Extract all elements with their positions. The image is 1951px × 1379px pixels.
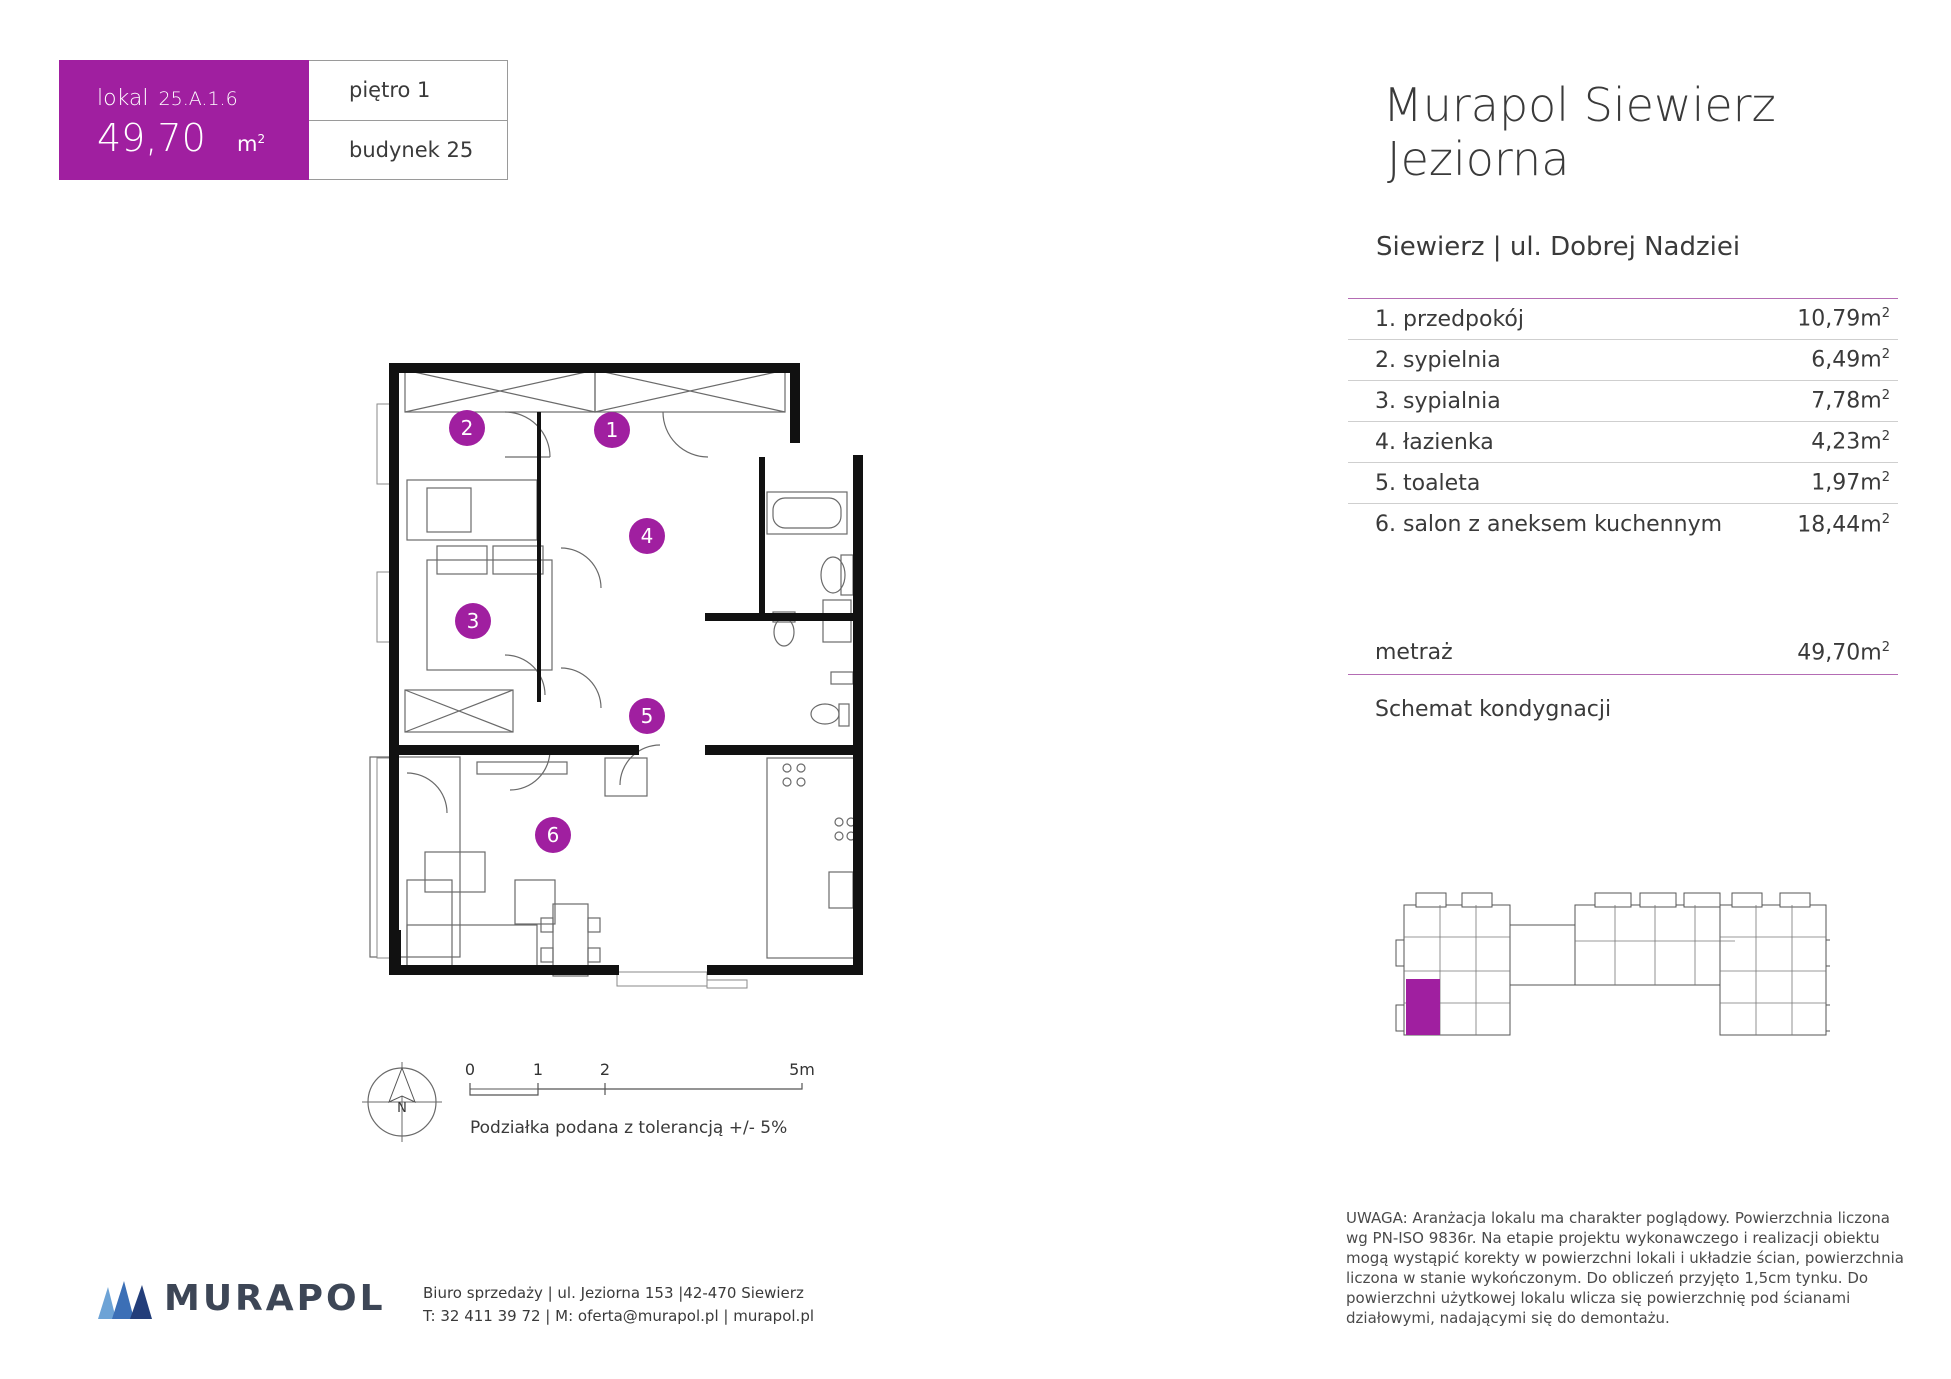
- murapol-logo-icon: [98, 1279, 152, 1319]
- scale-tick-0: 0: [464, 1060, 476, 1079]
- sales-office-address: Biuro sprzedaży | ul. Jeziorna 153 |42-470 Siewierz: [423, 1284, 804, 1302]
- disclaimer-note: UWAGA: Aranżacja lokalu ma charakter poglądowy. Powierzchnia liczona wg PN-ISO 9836r. Na etapie projektu wykonawczego i realizacji obiektu mogą wystąpić korekty w powierzchni lokali i układzie ścian, powierzchnia liczona w stanie wykończonym. Do obliczeń przyjęto 1,5cm tynku. Do powierzchni użytkowej lokalu wlicza się powierzchnię pod ścianami działowymi, nadającymi się do demontażu.: [1346, 1209, 1904, 1327]
- floor-plan: [355, 340, 915, 1020]
- room-row: 6. salon z aneksem kuchennym $18,44m^2$: [1375, 511, 1890, 538]
- floor-label: piętro 1: [349, 78, 431, 102]
- unit-area-unit: $m^2$: [237, 132, 266, 156]
- room-marker-1: 1: [605, 418, 619, 442]
- project-title-line1: Murapol Siewierz: [1383, 78, 1776, 132]
- unit-label-text: lokal: [97, 86, 149, 111]
- unit-area: 49,70: [97, 116, 206, 160]
- scale-bar: [460, 1055, 860, 1111]
- room-marker-6: 6: [546, 823, 560, 847]
- project-title: [1383, 78, 1776, 186]
- total-area-row: [1348, 631, 1898, 675]
- scale-tick-5m: 5m: [789, 1060, 815, 1079]
- total-area-label: metraż: [1375, 640, 1453, 665]
- murapol-logo-text: MURAPOL: [164, 1278, 386, 1319]
- room-row: 4. łazienka $4,23m^2$: [1348, 422, 1898, 463]
- unit-info: [309, 60, 508, 180]
- room-row: 5. toaleta $1,97m^2$: [1348, 463, 1898, 504]
- unit-code: 25.A.1.6: [158, 88, 238, 110]
- room-marker-5: 5: [640, 704, 654, 728]
- sales-office-contact: T: 32 411 39 72 | M: oferta@murapol.pl | murapol.pl: [423, 1307, 815, 1325]
- sales-office-info: [423, 1282, 814, 1328]
- compass-label: N: [397, 1101, 407, 1116]
- room-row: 3. sypialnia $7,78m^2$: [1348, 381, 1898, 422]
- scale-tick-1: 1: [532, 1060, 544, 1079]
- scale-tick-2: 2: [599, 1060, 611, 1079]
- room-row: 2. sypielnia $6,49m^2$: [1348, 340, 1898, 381]
- building-label: budynek 25: [309, 120, 507, 179]
- room-row: 1. przedpokój $10,79m^2$: [1348, 299, 1898, 340]
- north-compass: [360, 1060, 444, 1144]
- floor-schema-label: Schemat kondygnacji: [1375, 697, 1612, 722]
- project-title-line2: Jeziorna: [1387, 132, 1570, 186]
- project-address: Siewierz | ul. Dobrej Nadziei: [1376, 232, 1741, 262]
- total-area-value: $49,70m^2$: [1797, 639, 1890, 666]
- room-marker-2: 2: [460, 416, 474, 440]
- unit-label: [97, 86, 238, 111]
- room-marker-4: 4: [640, 524, 654, 548]
- unit-highlight: [1406, 979, 1440, 1035]
- murapol-logo: [98, 1278, 386, 1319]
- room-list: [1348, 298, 1898, 545]
- building-schematic: [1390, 885, 1830, 1045]
- room-marker-3: 3: [466, 609, 480, 633]
- unit-header: [59, 60, 309, 180]
- scale-note: Podziałka podana z tolerancją +/- 5%: [470, 1118, 788, 1138]
